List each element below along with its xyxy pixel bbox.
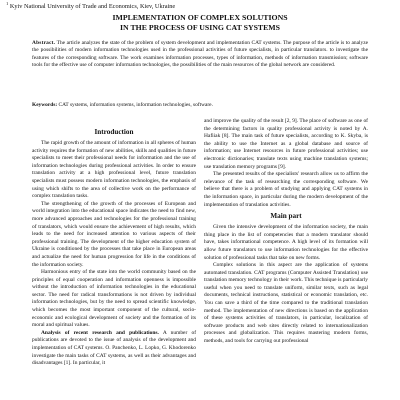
intro-paragraph-1: The rapid growth of the amount of information in all spheres of human activity requires the formation of new abilities, skills and qualities in future specialists to meet their professional needs for information and the use of information technologies during professional activities. In order to ensure translation activity at a high professional level, future translation specialists must possess modern information technologies, the emphasis of using which shifts to the area of collective work on the performance of complex translation tasks. [32,140,196,200]
right-paragraph-2: The presented results of the specialists' research allow us to affirm the relevance of the task of researching the corresponding software. We believe that there is a problem of studying and applying CAT systems in the information space, in particular during the modern development of the implementation of translation activities. [204,171,368,208]
main-paragraph-2: Complex solutions in this aspect are the application of systems automated translation. CAT programs (Computer Assisted Translation) use translation memory technology in their work. This technique is particularly useful when you need to translate uniform, similar texts, such as legal documents, technical instructions, statistical or economic translation, etc. You can save a third of the time compared to the traditional translation method. The implementation of new directions is based on the application of these systems activities of translators, in particular, localization of software products and web sites directly related to internationalization processes and globalization. This requires mastering modern forms, methods, and tools for carrying out professional [204,262,368,345]
affiliation [6,1,175,10]
keywords [32,102,368,109]
analysis-paragraph [32,330,196,368]
affiliation-text: Kyiv National University of Trade and Economics, Kiev, Ukraine [9,3,176,11]
right-paragraph-1: and improve the quality of the result [2, 9]. The place of software as one of the determining factors in quality professional activity is noted by A. Hafiiak [8]. The main task of future specialists, according to K. Skyba, is the ability to use the Internet as a global database and source of information; use Internet resources in future professional activities; use electronic dictionaries; translate texts using machine translation systems; use translation memory programs [9]. [204,118,368,170]
paper-title-line-2: IN THE PROCESS OF USING CAT SYSTEMS [119,22,281,32]
main-paragraph-1: Given the intensive development of the information society, the main thing place in the list of competencies that a modern translator should have, takes informational competence. A high level of its formation will allow future translators to use information technologies for the effective solution of professional tasks that take on new forms. [204,224,368,261]
abstract-label: Abstract. [32,40,56,46]
affiliation-marker: 1 [6,1,9,6]
keywords-label: Keywords: [32,102,58,108]
main-part-heading: Main part [270,212,302,221]
analysis-text: A number of publications are devoted to the issue of analysis of the development and implementation of CAT systems. O. Panchenko, L. Lopko, G. Khodorenko investigate the main tasks of CAT systems, as well as their advantages and disadvantages [1]. In particular, it [32,329,197,367]
introduction-heading: Introduction [94,128,134,136]
analysis-heading: Analysis of recent research and publications. [41,329,159,336]
intro-paragraph-2: The strengthening of the growth of the processes of European and world integration into the educational space indicates the need to find new, more advanced approaches and technologies for the professional training of translators, which would ensure the achievement of high results, which leads to the need for increased attention to various aspects of their professional training. The development of the higher education system of Ukraine is conditioned by the processes that take place in European areas and actualize the need for human progression for life in the conditions of the information society. [32,200,196,268]
keywords-text: CAT systems, information systems, information technologies, software. [58,102,213,108]
abstract-text: The article analyzes the state of the problem of system development and implementation CAT systems. The purpose of the article is to analyze the possibilities of modern information technologies used in the professional activities of future specialists, in particular translators. to investigate the features of the corresponding software. The work examines information processes, types of information, methods of information transmission; software tools for the effective use of computer information technologies, the possibilities of the main resources of the global network are considered. [32,40,368,68]
abstract [32,40,368,69]
paper-title-line-1: IMPLEMENTATION OF COMPLEX SOLUTIONS [112,13,288,22]
left-column [32,118,196,368]
right-column [204,118,368,346]
intro-paragraph-3: Harmonious entry of the state into the world community based on the principles of equal cooperation and information openness is impossible without the introduction of information technologies in the educational sector. The need for radical transformations is not driven by individual information technologies, but by the need to spread scientific knowledge, which becomes the most important component of the cultural, socio-economic and ecological development of society and the formation of its moral and spiritual values. [32,269,196,329]
